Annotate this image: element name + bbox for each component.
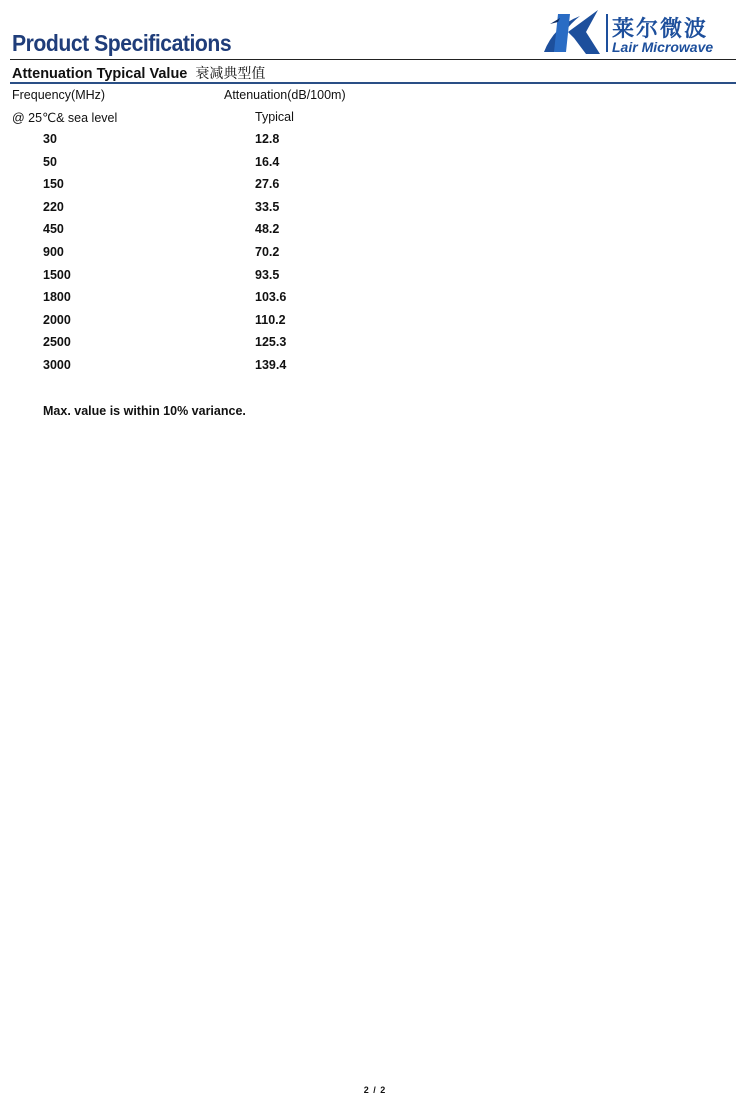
attenuation-cell: 33.5	[255, 199, 280, 214]
attenuation-cell: 27.6	[255, 177, 280, 192]
test-condition: @ 25℃& sea level	[12, 111, 118, 125]
frequency-cell: 1500	[43, 267, 71, 282]
table-row	[0, 200, 750, 223]
frequency-cell: 450	[43, 222, 64, 237]
table-row	[0, 155, 750, 178]
attenuation-table	[0, 132, 750, 381]
table-row	[0, 132, 750, 155]
column-header-typical: Typical	[255, 110, 294, 124]
lair-logo-mark-icon	[540, 8, 602, 56]
attenuation-cell: 103.6	[255, 290, 287, 305]
table-row	[0, 290, 750, 313]
page-number: 2 / 2	[363, 1085, 387, 1095]
attenuation-cell: 125.3	[255, 335, 287, 350]
section-title-en: Attenuation Typical Value	[12, 66, 188, 82]
attenuation-cell: 110.2	[255, 312, 286, 327]
company-logo	[540, 8, 736, 56]
page-title: Product Specifications	[12, 30, 232, 56]
section-title-cn: 衰减典型值	[195, 66, 266, 82]
attenuation-cell: 139.4	[255, 357, 287, 372]
table-row	[0, 358, 750, 381]
logo-divider	[606, 14, 608, 52]
frequency-cell: 30	[43, 132, 57, 146]
table-row	[0, 222, 750, 245]
attenuation-cell: 70.2	[255, 244, 280, 259]
section-rule	[10, 82, 736, 84]
frequency-cell: 50	[43, 154, 57, 169]
attenuation-cell: 48.2	[255, 222, 280, 237]
table-row	[0, 177, 750, 200]
column-header-frequency: Frequency(MHz)	[12, 88, 106, 102]
logo-english-name: Lair Microwave	[612, 39, 714, 55]
logo-chinese-name: 莱尔微波	[612, 17, 709, 42]
table-row	[0, 313, 750, 336]
frequency-cell: 900	[43, 244, 64, 259]
variance-note: Max. value is within 10% variance.	[43, 404, 246, 418]
attenuation-cell: 93.5	[255, 267, 280, 282]
frequency-cell: 220	[43, 199, 64, 214]
column-header-attenuation: Attenuation(dB/100m)	[224, 88, 346, 102]
frequency-cell: 2500	[43, 335, 71, 350]
table-row	[0, 245, 750, 268]
attenuation-cell: 16.4	[255, 154, 280, 169]
header-rule	[10, 59, 736, 60]
frequency-cell: 2000	[43, 312, 71, 327]
frequency-cell: 1800	[43, 290, 71, 305]
attenuation-cell: 12.8	[255, 132, 280, 146]
table-row	[0, 335, 750, 358]
frequency-cell: 150	[43, 177, 64, 192]
section-title	[12, 63, 265, 83]
frequency-cell: 3000	[43, 357, 71, 372]
table-row	[0, 268, 750, 291]
